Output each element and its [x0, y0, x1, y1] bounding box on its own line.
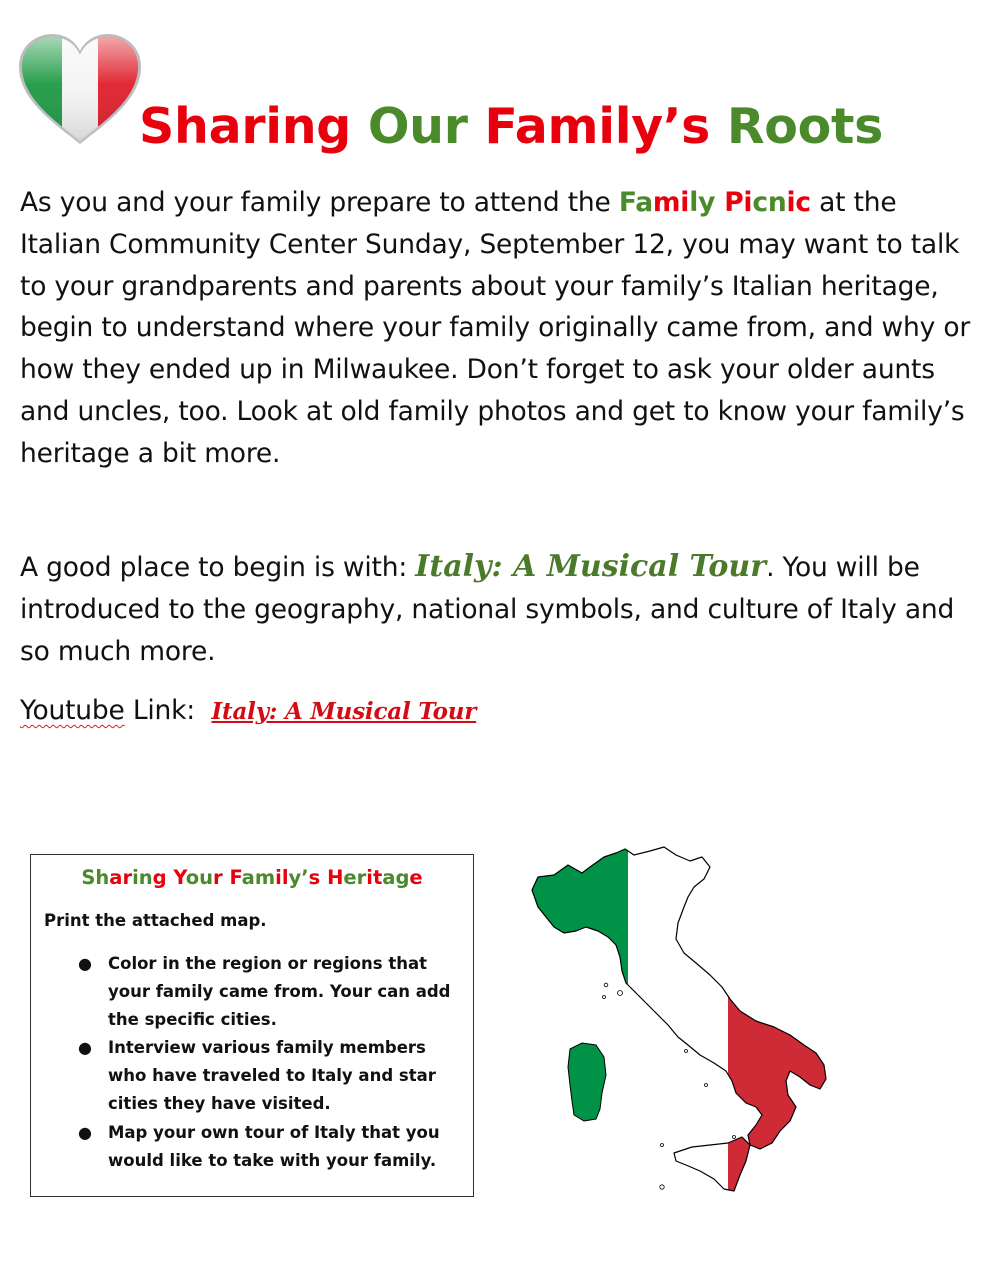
colored-letter: i: [366, 866, 373, 889]
youtube-line: [20, 690, 980, 733]
colored-letter: u: [199, 866, 214, 889]
colored-letter: ’: [301, 866, 309, 889]
family-picnic-highlight: [619, 187, 811, 218]
bullet-icon: ●: [78, 1038, 92, 1057]
colored-letter: y: [698, 187, 716, 218]
colored-letter: S: [81, 866, 96, 889]
heritage-list: [31, 950, 471, 1175]
youtube-suffix: Link:: [124, 695, 212, 726]
title-word-4: Roots: [726, 98, 883, 155]
italy-flag-map: [524, 845, 830, 1195]
colored-letter: n: [138, 866, 153, 889]
colored-letter: i: [680, 187, 690, 218]
begin-text-after: . You will be introduced to the geography, national symbols, and culture of Italy and so much more.: [20, 552, 955, 667]
colored-letter: o: [185, 866, 200, 889]
colored-letter: m: [652, 187, 681, 218]
colored-letter: [715, 187, 724, 218]
youtube-link[interactable]: Italy: A Musical Tour: [211, 698, 477, 725]
list-item-text: Color in the region or regions that your family came from. Your can add the specific cities.: [108, 954, 451, 1029]
title-word-3: Family’s: [484, 98, 711, 155]
colored-letter: c: [752, 187, 768, 218]
colored-letter: a: [635, 187, 653, 218]
colored-letter: a: [109, 866, 123, 889]
colored-letter: P: [724, 187, 744, 218]
colored-letter: i: [275, 866, 282, 889]
colored-letter: y: [288, 866, 302, 889]
colored-letter: s: [308, 866, 321, 889]
list-item: [31, 950, 471, 1034]
list-item: [31, 1034, 471, 1118]
list-item: [31, 1119, 471, 1175]
bullet-icon: ●: [78, 954, 92, 973]
colored-letter: r: [356, 866, 367, 889]
heritage-box-title: [31, 865, 473, 891]
heritage-box-intro: Print the attached map.: [44, 911, 267, 930]
colored-letter: F: [229, 866, 242, 889]
colored-letter: i: [786, 187, 796, 218]
intro-paragraph: [20, 182, 980, 475]
colored-letter: a: [241, 866, 255, 889]
colored-letter: a: [382, 866, 396, 889]
list-item-text: Interview various family members who have traveled to Italy and star cities they have visited.: [108, 1038, 436, 1113]
youtube-label: Youtube: [20, 695, 125, 726]
colored-letter: e: [409, 866, 423, 889]
list-item-text: Map your own tour of Italy that you would like to take with your family.: [108, 1123, 440, 1170]
colored-letter: n: [767, 187, 787, 218]
musical-tour-title: Italy: A Musical Tour: [415, 549, 767, 584]
colored-letter: r: [213, 866, 223, 889]
colored-letter: l: [281, 866, 289, 889]
colored-letter: l: [689, 187, 699, 218]
colored-letter: i: [132, 866, 139, 889]
intro-text-before: As you and your family prepare to attend the: [20, 187, 619, 218]
colored-letter: Y: [173, 866, 186, 889]
title-word-2: Our: [367, 98, 468, 155]
colored-letter: c: [795, 187, 811, 218]
bullet-icon: ●: [78, 1123, 92, 1142]
colored-letter: i: [743, 187, 753, 218]
page-title: [139, 92, 883, 162]
colored-letter: r: [122, 866, 133, 889]
colored-letter: g: [395, 866, 410, 889]
colored-letter: h: [95, 866, 110, 889]
colored-letter: F: [618, 187, 636, 218]
colored-letter: e: [343, 866, 357, 889]
begin-text-before: A good place to begin is with:: [20, 552, 416, 583]
colored-letter: g: [152, 866, 167, 889]
begin-paragraph: [20, 546, 980, 672]
title-word-1: Sharing: [139, 98, 352, 155]
colored-letter: H: [327, 866, 344, 889]
italian-flag-heart-icon: [18, 33, 142, 147]
intro-text-after: at the Italian Community Center Sunday, September 12, you may want to talk to your grandparents and parents about your family’s Italian heritage, begin to understand where your family originally came from, and why or how they ended up in Milwaukee. Don’t forget to ask your older aunts and uncles, too. Look at old family photos and get to know your family’s heritage a bit more.: [20, 187, 971, 469]
colored-letter: t: [372, 866, 383, 889]
heritage-box: [30, 854, 474, 1197]
colored-letter: m: [254, 866, 276, 889]
